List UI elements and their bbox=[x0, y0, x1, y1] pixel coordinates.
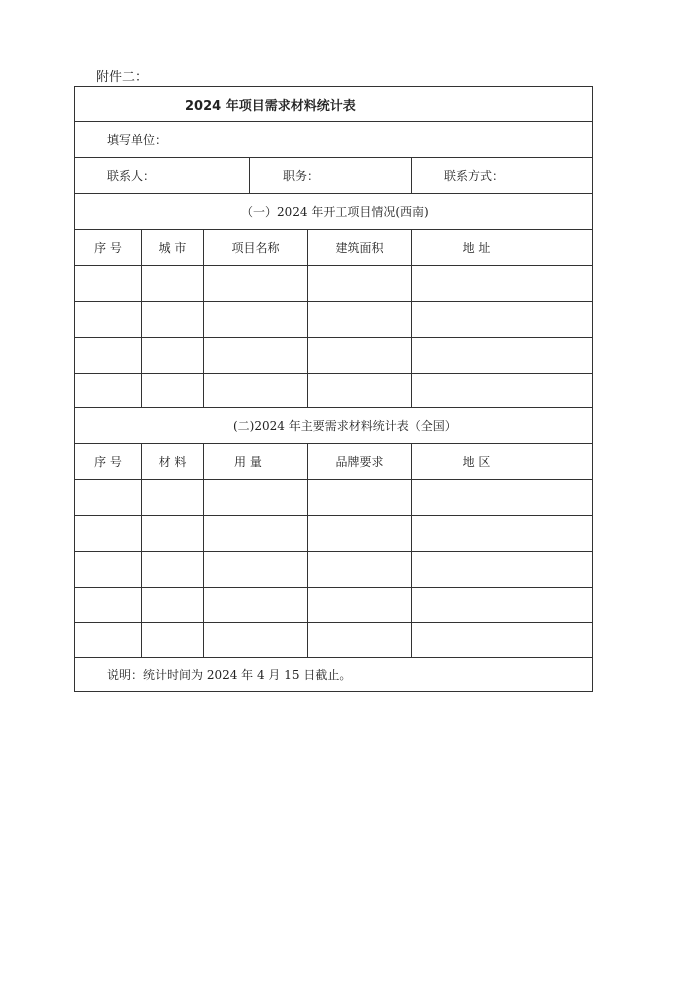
table-cell[interactable] bbox=[141, 374, 203, 407]
column-header: 地 址 bbox=[411, 230, 541, 265]
table-row bbox=[75, 302, 592, 338]
table-cell[interactable] bbox=[307, 588, 411, 622]
table-cell[interactable] bbox=[411, 266, 592, 301]
table-cell[interactable] bbox=[411, 588, 592, 622]
fill-unit-label: 填写单位： bbox=[107, 133, 168, 147]
table-cell[interactable] bbox=[307, 338, 411, 373]
statistics-form bbox=[74, 86, 593, 692]
contact-person-label: 联系人： bbox=[107, 169, 156, 183]
table-cell[interactable] bbox=[307, 516, 411, 551]
section2-header-row bbox=[75, 444, 592, 480]
table-cell[interactable] bbox=[75, 374, 141, 407]
table-cell[interactable] bbox=[75, 552, 141, 587]
table-cell[interactable] bbox=[307, 480, 411, 515]
table-cell[interactable] bbox=[203, 480, 307, 515]
table-cell[interactable] bbox=[141, 338, 203, 373]
form-title: 2024 年项目需求材料统计表 bbox=[185, 98, 356, 114]
table-cell[interactable] bbox=[75, 338, 141, 373]
table-cell[interactable] bbox=[411, 338, 592, 373]
column-header: 项目名称 bbox=[203, 230, 307, 265]
table-row bbox=[75, 374, 592, 408]
column-header: 序 号 bbox=[94, 455, 122, 469]
table-cell[interactable] bbox=[75, 588, 141, 622]
contact-row bbox=[75, 158, 592, 194]
table-cell[interactable] bbox=[141, 266, 203, 301]
table-cell[interactable] bbox=[411, 552, 592, 587]
table-cell[interactable] bbox=[307, 374, 411, 407]
table-cell[interactable] bbox=[411, 480, 592, 515]
table-cell[interactable] bbox=[141, 588, 203, 622]
column-header: 序 号 bbox=[94, 241, 122, 255]
table-cell[interactable] bbox=[203, 266, 307, 301]
table-cell[interactable] bbox=[75, 480, 141, 515]
table-cell[interactable] bbox=[141, 302, 203, 337]
table-cell[interactable] bbox=[203, 552, 307, 587]
table-cell[interactable] bbox=[203, 338, 307, 373]
table-cell[interactable] bbox=[75, 266, 141, 301]
table-row bbox=[75, 516, 592, 552]
contact-method-label: 联系方式： bbox=[411, 158, 592, 193]
table-cell[interactable] bbox=[203, 374, 307, 407]
table-cell[interactable] bbox=[307, 302, 411, 337]
table-cell[interactable] bbox=[141, 552, 203, 587]
table-cell[interactable] bbox=[307, 266, 411, 301]
note: 说明：统计时间为 2024 年 4 月 15 日截止。 bbox=[107, 668, 352, 682]
table-row bbox=[75, 588, 592, 623]
table-cell[interactable] bbox=[203, 516, 307, 551]
column-header: 地 区 bbox=[411, 444, 541, 479]
attachment-label: 附件二： bbox=[96, 70, 149, 85]
table-cell[interactable] bbox=[203, 623, 307, 657]
section1-heading-row bbox=[75, 194, 592, 230]
table-cell[interactable] bbox=[75, 302, 141, 337]
table-cell[interactable] bbox=[411, 302, 592, 337]
column-header: 用 量 bbox=[203, 444, 307, 479]
column-header: 材 料 bbox=[141, 444, 203, 479]
position-label: 职务： bbox=[249, 158, 411, 193]
table-row bbox=[75, 623, 592, 658]
table-cell[interactable] bbox=[411, 516, 592, 551]
title-row bbox=[75, 87, 592, 122]
column-header: 品牌要求 bbox=[307, 444, 411, 479]
table-cell[interactable] bbox=[75, 516, 141, 551]
table-cell[interactable] bbox=[411, 623, 592, 657]
note-row bbox=[75, 658, 592, 691]
section2-heading-row bbox=[75, 408, 592, 444]
table-row bbox=[75, 266, 592, 302]
table-row bbox=[75, 480, 592, 516]
table-cell[interactable] bbox=[307, 623, 411, 657]
table-row bbox=[75, 552, 592, 588]
section1-heading: （一）2024 年开工项目情况(西南) bbox=[241, 205, 429, 219]
fill-unit-row bbox=[75, 122, 592, 158]
table-cell[interactable] bbox=[307, 552, 411, 587]
table-row bbox=[75, 338, 592, 374]
table-cell[interactable] bbox=[141, 623, 203, 657]
column-header: 建筑面积 bbox=[307, 230, 411, 265]
table-cell[interactable] bbox=[75, 623, 141, 657]
table-cell[interactable] bbox=[411, 374, 592, 407]
section1-header-row bbox=[75, 230, 592, 266]
table-cell[interactable] bbox=[203, 588, 307, 622]
section2-heading: (二)2024 年主要需求材料统计表（全国） bbox=[233, 419, 457, 433]
column-header: 城 市 bbox=[141, 230, 203, 265]
table-cell[interactable] bbox=[141, 480, 203, 515]
table-cell[interactable] bbox=[141, 516, 203, 551]
table-cell[interactable] bbox=[203, 302, 307, 337]
